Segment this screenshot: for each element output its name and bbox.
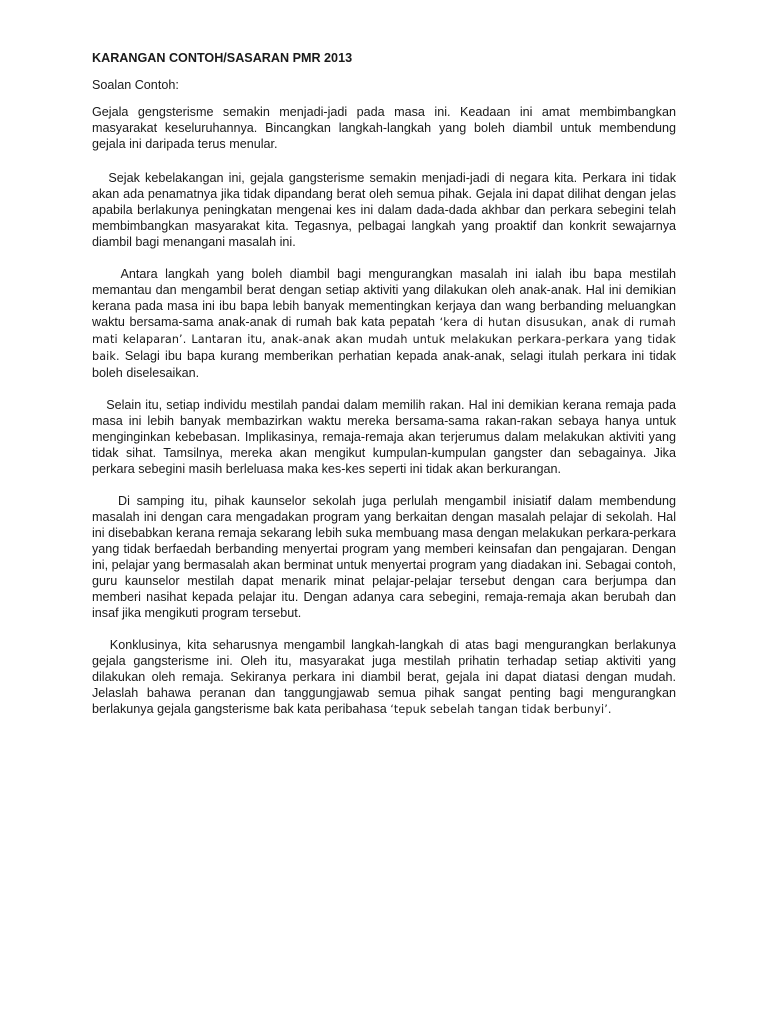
conclusion-quote: ‘tepuk sebelah tangan tidak berbunyi’. (390, 703, 612, 716)
point-paragraph-2 (92, 397, 676, 477)
point-3-text: Di samping itu, pihak kaunselor sekolah juga perlulah mengambil inisiatif dalam membendung masalah ini dengan cara mengadakan program yang berkaitan dengan masalah pelajar di sekolah. Hal ini disebabkan kerana remaja sekarang lebih suka membuang masa dengan melakukan perkara-perkara yang tidak berfaedah berbanding menyertai program yang memberi keinsafan dan pengajaran. Dengan ini, pelajar yang bermasalah akan berminat untuk menyertai program yang diadakan ini. Sebagai contoh, guru kaunselor mestilah dapat menarik minat pelajar-pelajar tersebut dengan cara berjumpa dan memberi nasihat kepada pelajar itu. Dengan adanya cara sebegini, remaja-remaja akan berubah dan insaf jika mengikuti program tersebut. (92, 494, 676, 620)
point-paragraph-3 (92, 493, 676, 621)
introduction-paragraph (92, 170, 676, 250)
conclusion-paragraph (92, 637, 676, 718)
point-1-text-a: Antara langkah yang boleh diambil bagi mengurangkan masalah ini ialah ibu bapa mestilah memantau dan mengambil berat dengan setiap aktiviti yang dilakukan oleh anak-anak. Hal ini demikian kerana pada masa ini ibu bapa lebih banyak mementingkan kerjaya dan wang berbanding meluangkan waktu bersama-sama anak-anak di rumah bak kata pepatah (92, 267, 676, 329)
point-1-quote: ‘kera di hutan disusukan, anak di rumah mati kelaparan’. Lantaran itu, anak-anak akan mudah untuk melakukan perkara-perkara yang tidak baik. (92, 316, 676, 363)
point-2-text: Selain itu, setiap individu mestilah pandai dalam memilih rakan. Hal ini demikian kerana remaja pada masa ini lebih banyak membazirkan waktu mereka bersama-sama rakan-rakan sebaya hanya untuk menginginkan kebebasan. Implikasinya, remaja-remaja akan terjerumus dalam melakukan aktiviti yang tidak sihat. Tamsilnya, mereka akan mengikut kumpulan-kumpulan gangster dan sebagainya. Jika perkara sebegini masih berleluasa maka kes-kes seperti ini tidak akan berkurangan. (92, 398, 677, 476)
point-paragraph-1 (92, 266, 676, 381)
question-label: Soalan Contoh: (92, 78, 179, 92)
question-paragraph: Gejala gengsterisme semakin menjadi-jadi pada masa ini. Keadaan ini amat membimbangkan masyarakat keseluruhannya. Bincangkan langkah-langkah yang boleh diambil untuk membendung gejala ini daripada terus menular. (92, 105, 676, 151)
conclusion-text: Konklusinya, kita seharusnya mengambil langkah-langkah di atas bagi mengurangkan berlakunya gejala gangsterisme ini. Oleh itu, masyarakat juga mestilah prihatin terhadap setiap aktiviti yang dilakukan oleh remaja. Sekiranya perkara ini diambil berat, gejala ini dapat diatasi dengan mudah. Jelaslah bahawa peranan dan tanggungjawab semua pihak sangat penting bagi mengurangkan berlakunya gejala gangsterisme bak kata peribahasa (92, 638, 677, 716)
document-title: KARANGAN CONTOH/SASARAN PMR 2013 (92, 51, 353, 65)
point-1-text-b: Selagi ibu bapa kurang memberikan perhatian kepada anak-anak, selagi itulah perkara ini tidak boleh diselesaikan. (92, 349, 676, 380)
introduction-text: Sejak kebelakangan ini, gejala gangsterisme semakin menjadi-jadi di negara kita. Perkara ini tidak akan ada penamatnya jika tidak dipandang berat oleh semua pihak. Gejala ini dapat dilihat dengan jelas apabila berlakunya peningkatan mengenai kes ini dalam dada-dada akhbar dan perkara sebegini telah membimbangkan masyarakat kita. Tegasnya, pelbagai langkah yang proaktif dan konkrit sewajarnya diambil bagi menangani masalah ini. (92, 171, 677, 249)
document-page (92, 50, 676, 734)
